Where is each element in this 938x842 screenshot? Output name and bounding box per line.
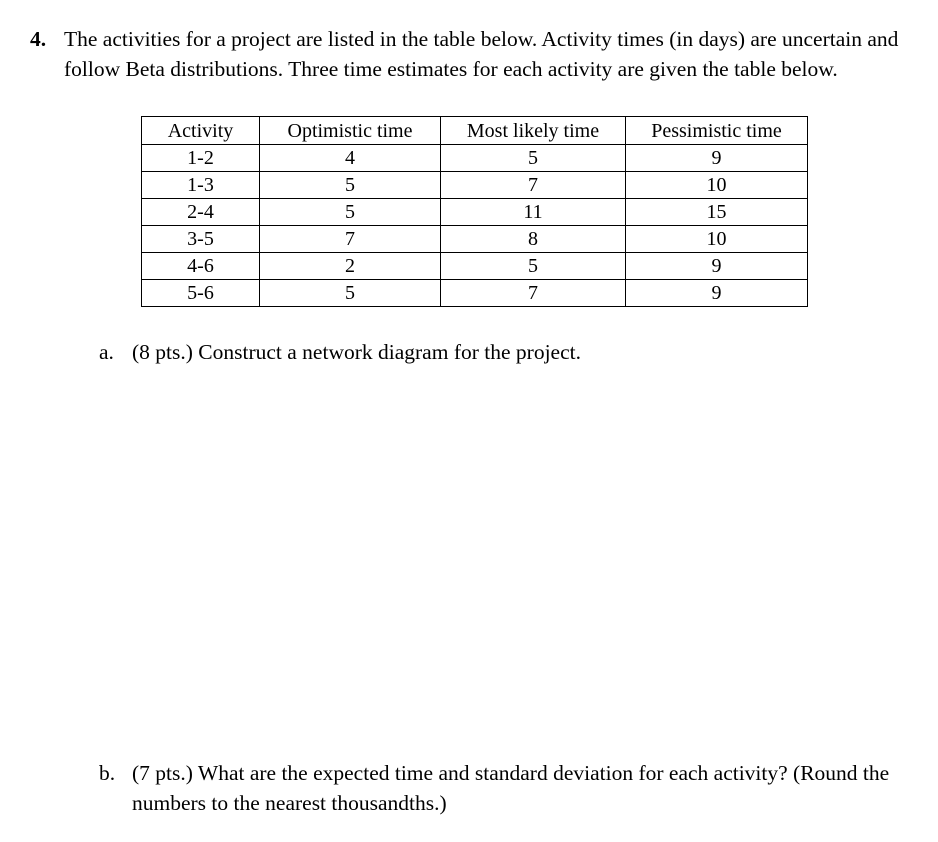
cell-optimistic: 2 [260,253,441,280]
cell-activity: 4-6 [142,253,260,280]
cell-most-likely: 7 [441,172,626,199]
cell-optimistic: 5 [260,280,441,307]
question-text: The activities for a project are listed in the table below. Activity times (in days) are uncertain and follow Beta distributions. Three time estimates for each activity are given the table below. [64,27,899,81]
cell-optimistic: 5 [260,172,441,199]
table-row [142,280,808,307]
cell-optimistic: 5 [260,199,441,226]
cell-pessimistic: 9 [626,253,808,280]
table-row [142,199,808,226]
cell-optimistic: 7 [260,226,441,253]
cell-activity: 1-2 [142,145,260,172]
cell-activity: 3-5 [142,226,260,253]
cell-activity: 2-4 [142,199,260,226]
part-b-marker: b. [99,761,116,785]
cell-activity: 1-3 [142,172,260,199]
cell-most-likely: 5 [441,145,626,172]
part-a-text: (8 pts.) Construct a network diagram for the project. [132,340,581,364]
table-header-row [142,117,808,145]
header-most-likely-time: Most likely time [441,117,626,145]
cell-most-likely: 5 [441,253,626,280]
cell-most-likely: 11 [441,199,626,226]
question-number: 4. [30,27,47,51]
part-a-marker: a. [99,340,114,364]
header-pessimistic-time: Pessimistic time [626,117,808,145]
table-row [142,253,808,280]
activity-table [141,116,808,307]
cell-pessimistic: 9 [626,145,808,172]
table-row [142,172,808,199]
cell-activity: 5-6 [142,280,260,307]
table-row [142,226,808,253]
cell-pessimistic: 10 [626,226,808,253]
cell-optimistic: 4 [260,145,441,172]
cell-pessimistic: 15 [626,199,808,226]
cell-pessimistic: 9 [626,280,808,307]
header-optimistic-time: Optimistic time [260,117,441,145]
part-b-text: (7 pts.) What are the expected time and standard deviation for each activity? (Round the numbers to the nearest thousandths.) [132,761,890,815]
header-activity: Activity [142,117,260,145]
cell-most-likely: 8 [441,226,626,253]
table-row [142,145,808,172]
cell-most-likely: 7 [441,280,626,307]
cell-pessimistic: 10 [626,172,808,199]
